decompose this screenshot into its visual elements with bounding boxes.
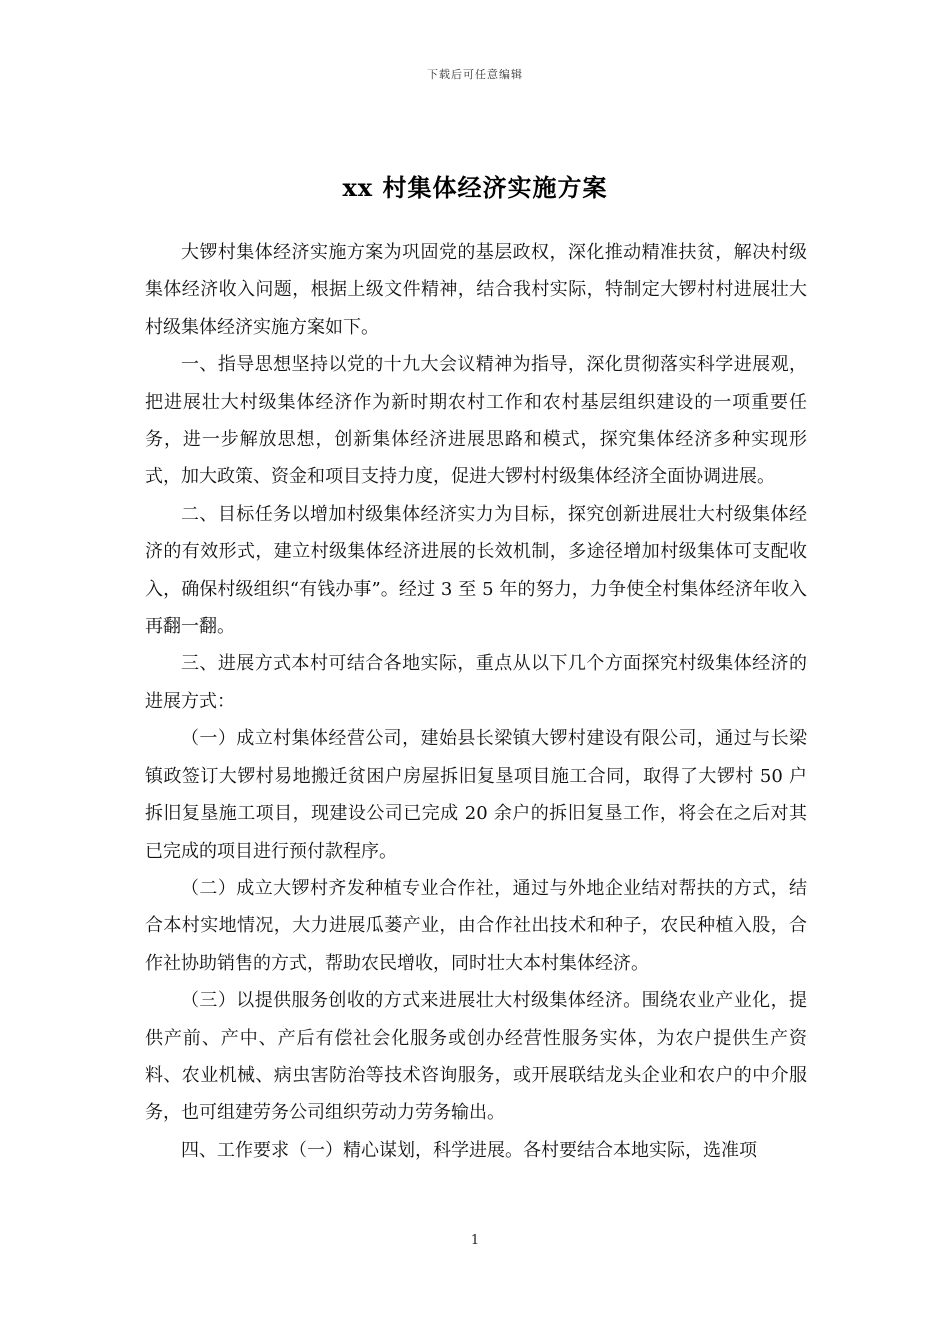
paragraph-work-requirements: 四、工作要求（一）精心谋划，科学进展。各村要结合本地实际，选准项 [181, 1139, 757, 1161]
page-header-note: 下载后可任意编辑 [427, 68, 523, 81]
document-body [145, 234, 807, 1169]
paragraph-development-methods: 三、进展方式本村可结合各地实际，重点从以下几个方面探究村级集体经济的进展方式： [145, 653, 807, 712]
paragraph-intro: 大锣村集体经济实施方案为巩固党的基层政权，深化推动精准扶贫，解决村级集体经济收入问题，根据上级文件精神，结合我村实际，特制定大锣村村进展壮大村级集体经济实施方案如下。 [145, 242, 807, 338]
document-title: xx 村集体经济实施方案 [342, 173, 608, 203]
paragraph-method-1: （一）成立村集体经营公司，建始县长梁镇大锣村建设有限公司，通过与长梁镇政签订大锣村易地搬迁贫困户房屋拆旧复垦项目施工合同，取得了大锣村 50 户拆旧复垦施工项目，现建设公司已完成 20 余户的拆旧复垦工作，将会在之后对其已完成的项目进行预付款程序。 [145, 728, 807, 862]
paragraph-goals: 二、目标任务以增加村级集体经济实力为目标，探究创新进展壮大村级集体经济的有效形式，建立村级集体经济进展的长效机制，多途径增加村级集体可支配收入，确保村级组织“有钱办事”。经过 3 至 5 年的努力，力争使全村集体经济年收入再翻一翻。 [145, 503, 807, 638]
paragraph-guiding-ideology: 一、指导思想坚持以党的十九大会议精神为指导，深化贯彻落实科学进展观，把进展壮大村级集体经济作为新时期农村工作和农村基层组织建设的一项重要任务，进一步解放思想，创新集体经济进展思路和模式，探究集体经济多种实现形式，加大政策、资金和项目支持力度，促进大锣村村级集体经济全面协调进展。 [145, 354, 807, 488]
page-number: 1 [470, 1233, 480, 1248]
paragraph-method-2: （二）成立大锣村齐发种植专业合作社，通过与外地企业结对帮扶的方式，结合本村实地情况，大力进展瓜蒌产业，由合作社出技术和种子，农民种植入股，合作社协助销售的方式，帮助农民增收，同时壮大本村集体经济。 [145, 877, 807, 974]
paragraph-method-3: （三）以提供服务创收的方式来进展壮大村级集体经济。围绕农业产业化，提供产前、产中、产后有偿社会化服务或创办经营性服务实体，为农户提供生产资料、农业机械、病虫害防治等技术咨询服务，或开展联结龙头企业和农户的中介服务，也可组建劳务公司组织劳动力劳务输出。 [145, 990, 807, 1124]
